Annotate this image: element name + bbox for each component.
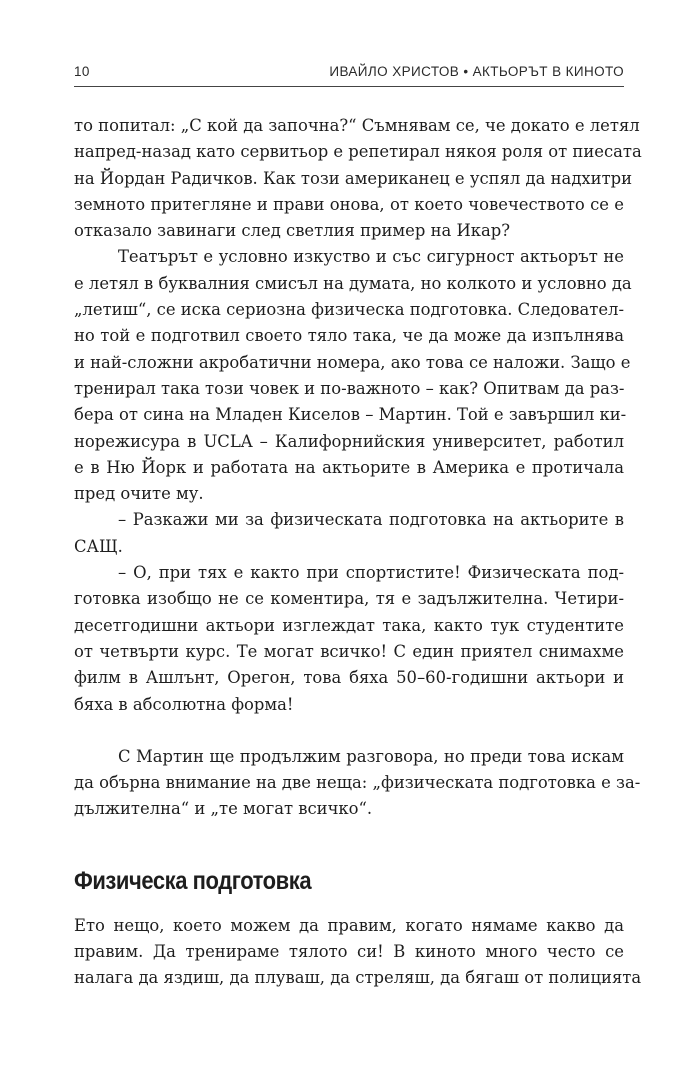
- text-line: напред-назад като сервитьор е репетирал някоя роля от пиесата: [74, 142, 642, 162]
- text-line: и най-сложни акробатични номера, ако това се наложи. Защо е: [74, 352, 631, 372]
- text-line: готовка изобщо не се коментира, тя е задължителна. Четири-: [74, 589, 624, 609]
- text-line: норежисура в UCLA – Калифорнийския университет, работил: [74, 431, 624, 451]
- page-header: [74, 60, 624, 86]
- section-gap: [74, 823, 624, 849]
- paragraph: [74, 560, 624, 718]
- text-line: „летиш“, се иска сериозна физическа подготовка. Следовател-: [74, 300, 624, 320]
- text-line: то попитал: „С кой да започна?“ Съмнявам се, че докато е летял: [74, 116, 640, 135]
- text-line: – Разкажи ми за физическата подготовка на актьорите в: [118, 510, 624, 530]
- text-line: С Мартин ще продължим разговора, но преди това искам: [118, 746, 624, 766]
- running-title: ИВАЙЛО ХРИСТОВ • АКТЬОРЪТ В КИНОТО: [329, 64, 624, 79]
- text-line: на Йордан Радичков. Как този американец е успял да надхитри: [74, 168, 633, 188]
- text-line: САЩ.: [74, 536, 123, 556]
- text-line: налага да яздиш, да плуваш, да стреляш, да бягаш от полицията: [74, 968, 642, 988]
- text-line: Ето нещо, което можем да правим, когато нямаме какво да: [74, 915, 624, 935]
- text-line: бера от сина на Младен Киселов – Мартин. Той е завършил ки-: [74, 405, 627, 425]
- text-line: тренирал така този човек и по-важното – как? Опитвам да раз-: [74, 378, 625, 398]
- text-line: бяха в абсолютна форма!: [74, 694, 294, 714]
- paragraph-gap: [74, 718, 624, 744]
- text-line: е в Ню Йорк и работата на актьорите в Америка е протичала: [74, 457, 624, 477]
- text-line: е летял в буквалния смисъл на думата, но колкото и условно да: [74, 273, 632, 293]
- text-line: филм в Ашлънт, Орегон, това бяха 50–60-годишни актьори и: [74, 668, 624, 688]
- paragraph: [74, 913, 642, 992]
- text-line: отказало завинаги след светлия пример на Икар?: [74, 221, 511, 241]
- paragraph: [74, 744, 641, 823]
- header-rule: [74, 86, 624, 87]
- page-number: 10: [74, 64, 90, 79]
- text-line: земното притегляне и прави онова, от което човечеството се е: [74, 194, 624, 214]
- paragraph: [74, 507, 624, 560]
- text-line: да обърна внимание на две неща: „физическата подготовка е за-: [74, 773, 641, 793]
- section-heading: Физическа подготовка: [74, 866, 312, 895]
- text-line: дължителна“ и „те могат всичко“.: [74, 799, 373, 819]
- paragraph: [74, 113, 642, 244]
- text-line: Театърът е условно изкуство и със сигурност актьорът не: [118, 247, 624, 267]
- text-line: десетгодишни актьори изглеждат така, както тук студентите: [74, 615, 624, 635]
- text-line: пред очите му.: [74, 484, 204, 504]
- page-body: [74, 113, 642, 992]
- text-line: от четвърти курс. Те могат всичко! С един приятел снимахме: [74, 641, 624, 661]
- text-line: – О, при тях е както при спортистите! Физическата под-: [118, 563, 624, 583]
- text-line: правим. Да тренираме тялото си! В киното много често се: [74, 942, 624, 962]
- paragraph: [74, 244, 632, 507]
- text-line: но той е подготвил своето тяло така, че да може да изпълнява: [74, 326, 624, 346]
